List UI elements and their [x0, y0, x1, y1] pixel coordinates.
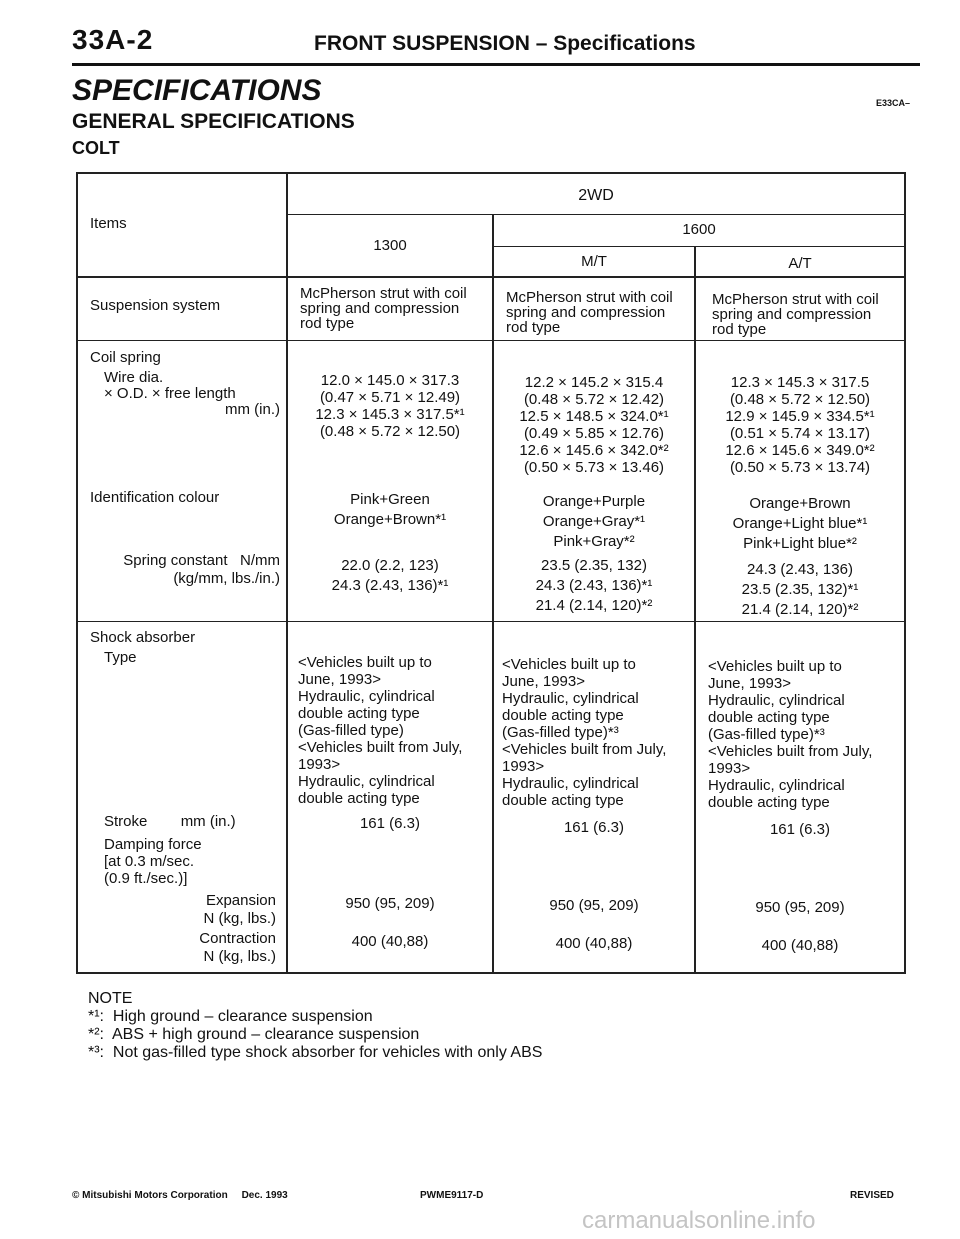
header-at: A/T [788, 255, 812, 272]
damping-force-label: Damping force [at 0.3 m/sec. (0.9 ft./sec.)] [104, 836, 202, 887]
spring-constant-label: Spring constant N/mm (kg/mm, lbs./in.) [123, 552, 280, 587]
suspension-system-label: Suspension system [90, 297, 221, 314]
shock-absorber-label: Shock absorber [90, 629, 196, 646]
wire-dimension-unit: mm (in.) [225, 401, 280, 418]
identification-colour-1600-mt: Orange+Purple Orange+Gray*¹ Pink+Gray*² [542, 493, 646, 550]
spring-constant-1300: 22.0 (2.2, 123) 24.3 (2.43, 136)*¹ [331, 557, 449, 594]
shock-type-1600-mt: <Vehicles built up to June, 1993> Hydraulic, cylindrical double acting type (Gas-filled type)*³ <Vehicles built from July, 1993> Hydraulic, cylindrical double acting type [502, 656, 667, 809]
header-rule [72, 63, 920, 66]
footer-status: REVISED [850, 1190, 894, 1201]
header-2wd: 2WD [578, 187, 614, 204]
watermark: carmanualsonline.info [582, 1207, 816, 1234]
stroke-1600-at: 161 (6.3) [769, 821, 831, 838]
table-border-right [904, 172, 906, 974]
spring-constant-1600-at: 24.3 (2.43, 136) 23.5 (2.35, 132)*¹ 21.4 (2.14, 120)*² [741, 561, 859, 618]
row-divider [286, 214, 906, 215]
footer-copyright: © Mitsubishi Motors Corporation Dec. 1993 [72, 1190, 288, 1201]
suspension-1300: McPherson strut with coil spring and compression rod type [300, 285, 467, 332]
identification-colour-1600-at: Orange+Brown Orange+Light blue*¹ Pink+Light blue*² [732, 495, 868, 552]
shock-type-1300: <Vehicles built up to June, 1993> Hydraulic, cylindrical double acting type (Gas-filled type) <Vehicles built from July, 1993> Hydraulic, cylindrical double acting type [298, 654, 463, 807]
header-1600: 1600 [682, 221, 716, 238]
page-number: 33A-2 [72, 24, 154, 55]
contraction-label: Contraction N (kg, lbs.) [199, 930, 276, 965]
row-divider [76, 276, 906, 278]
expansion-1600-mt: 950 (95, 209) [549, 897, 639, 914]
contraction-1600-mt: 400 (40,88) [555, 935, 633, 952]
header-1300: 1300 [373, 237, 407, 254]
shock-type-1600-at: <Vehicles built up to June, 1993> Hydraulic, cylindrical double acting type (Gas-filled type)*³ <Vehicles built from July, 1993> Hydraulic, cylindrical double acting type [708, 658, 873, 811]
contraction-1600-at: 400 (40,88) [761, 937, 839, 954]
table-border-left [76, 172, 78, 974]
suspension-1600-mt: McPherson strut with coil spring and compression rod type [506, 289, 673, 336]
footer-doc-code: PWME9117-D [420, 1190, 484, 1201]
coil-spring-label: Coil spring [90, 349, 161, 366]
header-mt: M/T [581, 253, 607, 270]
table-border-bottom [76, 972, 906, 974]
stroke-1600-mt: 161 (6.3) [563, 819, 625, 836]
subsection-title: GENERAL SPECIFICATIONS [72, 110, 355, 133]
wire-dimension-1600-mt: 12.2 × 145.2 × 315.4 (0.48 × 5.72 × 12.42) 12.5 × 148.5 × 324.0*¹ (0.49 × 5.85 × 12.76) 12.6 × 145.6 × 342.0*² (0.50 × 5.73 × 13.46) [519, 374, 669, 476]
section-code: E33CA– [876, 98, 911, 108]
note-1: *¹: High ground – clearance suspension [88, 1008, 373, 1025]
header-items: Items [90, 215, 127, 232]
expansion-1300: 950 (95, 209) [345, 895, 435, 912]
running-head: FRONT SUSPENSION – Specifications [314, 32, 696, 55]
note-3: *³: Not gas-filled type shock absorber for vehicles with only ABS [88, 1044, 543, 1061]
identification-colour-label: Identification colour [90, 489, 220, 506]
suspension-1600-at: McPherson strut with coil spring and compression rod type [712, 291, 879, 338]
identification-colour-1300: Pink+Green Orange+Brown*¹ [333, 491, 447, 528]
note-2: *²: ABS + high ground – clearance suspension [88, 1026, 420, 1043]
spring-constant-1600-mt: 23.5 (2.35, 132) 24.3 (2.43, 136)*¹ 21.4 (2.14, 120)*² [535, 557, 653, 614]
section-title: SPECIFICATIONS [72, 74, 322, 107]
expansion-label: Expansion N (kg, lbs.) [203, 892, 276, 927]
notes [88, 990, 542, 1062]
wire-dimension-label: Wire dia. × O.D. × free length [104, 369, 236, 402]
shock-type-label: Type [104, 649, 137, 666]
row-divider [492, 246, 906, 247]
row-divider [76, 621, 906, 622]
contraction-1300: 400 (40,88) [351, 933, 429, 950]
wire-dimension-1300: 12.0 × 145.0 × 317.3 (0.47 × 5.71 × 12.49) 12.3 × 145.3 × 317.5*¹ (0.48 × 5.72 × 12.50) [315, 372, 465, 440]
model-label: COLT [72, 138, 120, 158]
stroke-1300: 161 (6.3) [359, 815, 421, 832]
wire-dimension-1600-at: 12.3 × 145.3 × 317.5 (0.48 × 5.72 × 12.50) 12.9 × 145.9 × 334.5*¹ (0.51 × 5.74 × 13.17) 12.6 × 145.6 × 349.0*² (0.50 × 5.73 × 13.74) [725, 374, 875, 476]
notes-title: NOTE [88, 990, 133, 1007]
expansion-1600-at: 950 (95, 209) [755, 899, 845, 916]
table-border-top [76, 172, 906, 174]
stroke-label: Stroke mm (in.) [104, 813, 236, 830]
row-divider [76, 340, 906, 341]
